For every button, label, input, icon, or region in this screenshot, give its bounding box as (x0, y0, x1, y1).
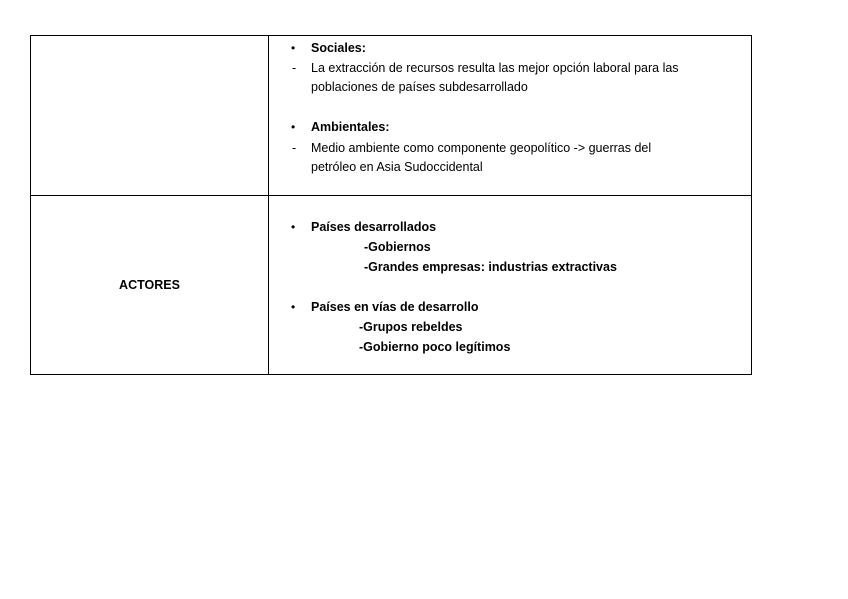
actores-label: ACTORES (119, 278, 180, 292)
sociales-heading: Sociales: (311, 41, 366, 55)
desarrollados-item: -Grandes empresas: industrias extractivas (364, 260, 617, 274)
bullet-icon: • (291, 300, 296, 314)
table-row (31, 196, 752, 375)
row2-label-cell (31, 196, 269, 375)
table-row (31, 36, 752, 196)
sociales-text-line2: poblaciones de países subdesarrollado (311, 80, 528, 94)
sociales-text-line1: La extracción de recursos resulta las mejor opción laboral para las (311, 61, 679, 75)
dash-marker: - (292, 61, 297, 75)
row2-content-cell (269, 196, 752, 375)
bullet-icon: • (291, 220, 296, 234)
ambientales-text-line1: Medio ambiente como componente geopolítico -> guerras del (311, 141, 652, 155)
desarrollados-heading: Países desarrollados (311, 220, 437, 234)
en-desarrollo-item: -Grupos rebeldes (359, 320, 463, 334)
row1-label-cell (31, 36, 269, 196)
dash-marker: - (292, 141, 297, 155)
en-desarrollo-heading: Países en vías de desarrollo (311, 300, 479, 314)
bullet-icon: • (291, 120, 296, 134)
ambientales-text-line2: petróleo en Asia Sudoccidental (311, 160, 483, 174)
desarrollados-item: -Gobiernos (364, 240, 431, 254)
document-table (30, 35, 752, 375)
ambientales-heading: Ambientales: (311, 120, 390, 134)
bullet-icon: • (291, 41, 296, 55)
en-desarrollo-item: -Gobierno poco legítimos (359, 340, 511, 354)
row1-content-cell (269, 36, 752, 196)
